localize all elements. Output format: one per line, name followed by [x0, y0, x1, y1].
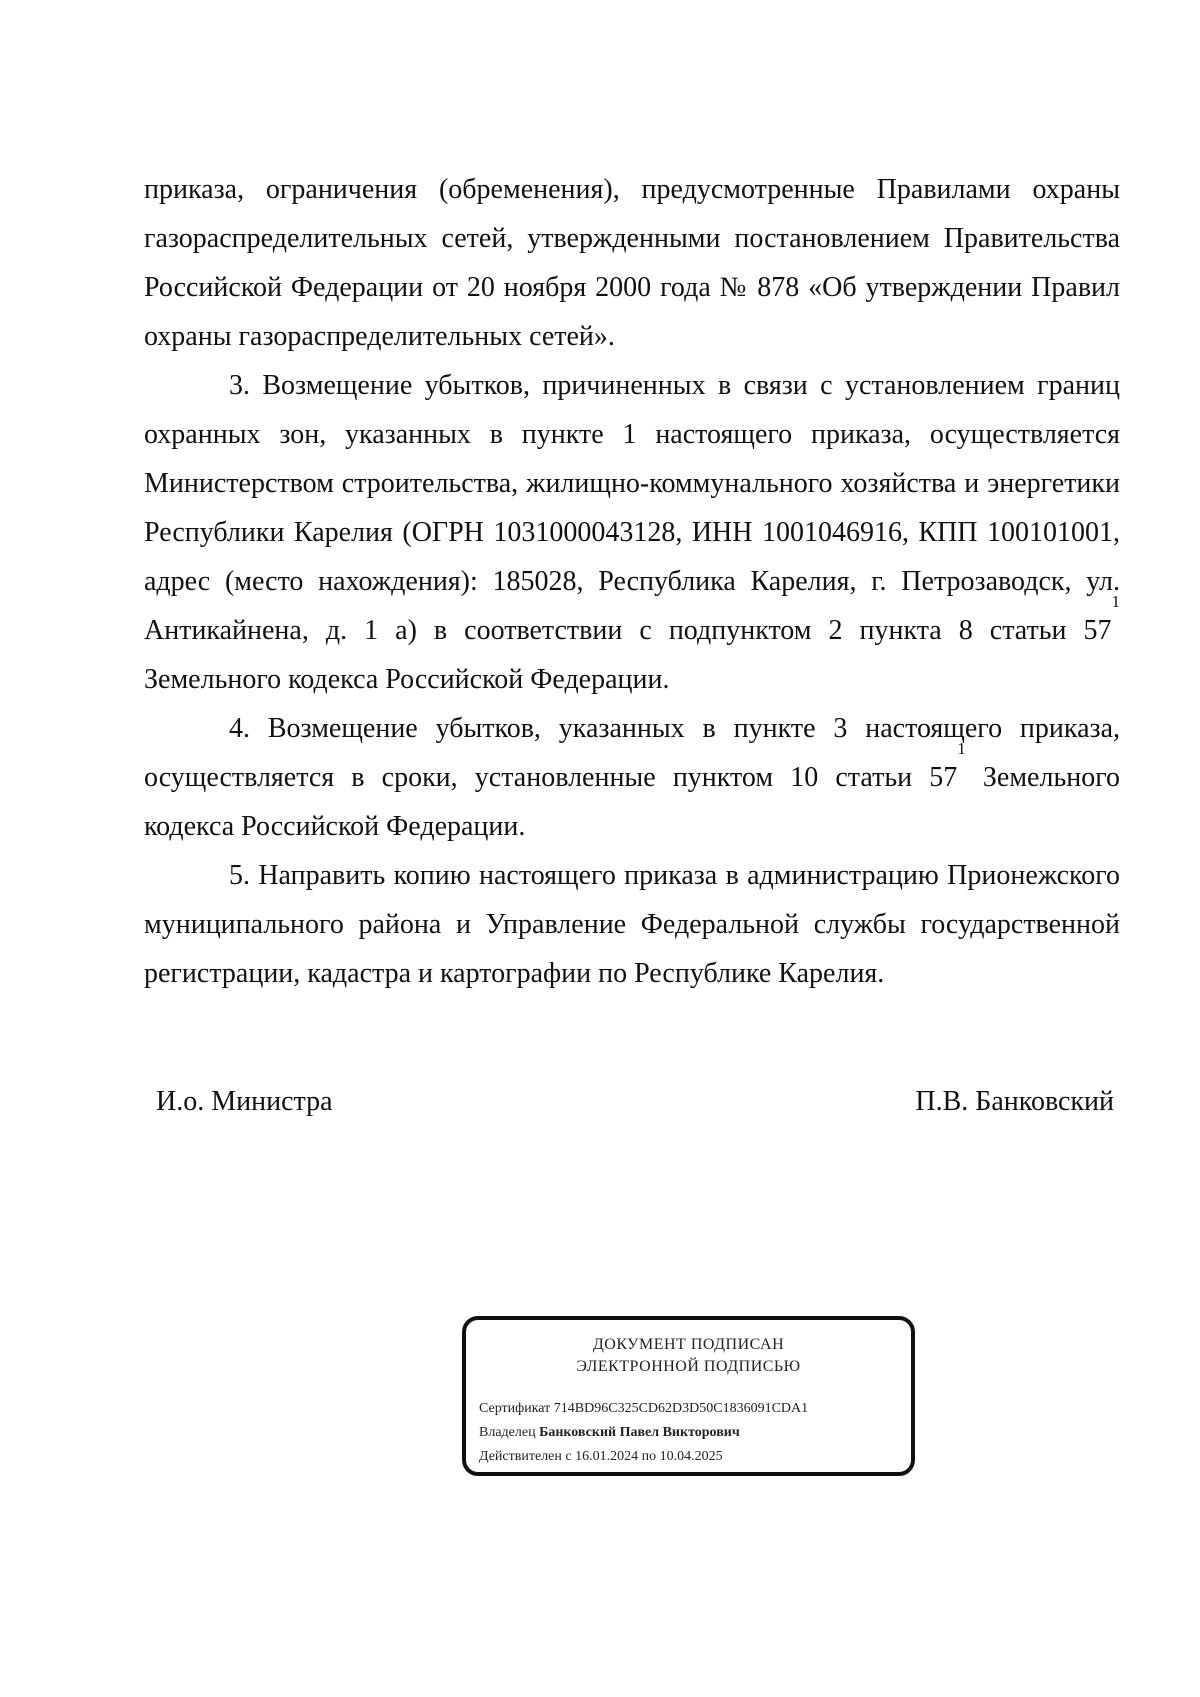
stamp-certificate-row	[479, 1399, 808, 1419]
validity-label: Действителен	[479, 1449, 562, 1464]
valid-to-label: по	[641, 1449, 657, 1464]
paragraph-continuation: приказа, ограничения (обременения), предусмотренные Правилами охраны газораспределительных сетей, утвержденными постановлением Правительства Российской Федерации от 20 ноября 2000 года № 878 «Об утверждении Правил охраны газораспределительных сетей».	[144, 174, 1120, 352]
paragraph-item-3-tail: Земельного кодекса Российской Федерации.	[144, 664, 670, 695]
stamp-validity-row	[479, 1447, 723, 1467]
superscript-article-index: 1	[957, 739, 966, 758]
paragraph-item-5: 5. Направить копию настоящего приказа в администрацию Прионежского муниципального района и Управление Федеральной службы государственной регистрации, кадастра и картографии по Республике Карелия.	[144, 860, 1120, 989]
paragraph-item-4	[144, 704, 1120, 851]
paragraph-item-3	[144, 361, 1120, 704]
paragraph-item-4-text: 4. Возмещение убытков, указанных в пункте 3 настоящего приказа, осуществляется в сроки, установленные пунктом 10 статьи 57	[144, 713, 1120, 793]
valid-from-label: с	[565, 1449, 572, 1464]
owner-label: Владелец	[479, 1425, 536, 1440]
stamp-owner-row	[479, 1423, 740, 1443]
valid-from-date: 16.01.2024	[575, 1449, 639, 1464]
stamp-title-line-1: ДОКУМЕНТ ПОДПИСАН	[592, 1336, 785, 1353]
document-body	[144, 165, 1120, 998]
certificate-label: Сертификат	[479, 1401, 551, 1416]
paragraph-item-3-text: 3. Возмещение убытков, причиненных в связи с установлением границ охранных зон, указанных в пункте 1 настоящего приказа, осуществляется Министерством строительства, жилищно-коммунального хозяйства и энергетики Республики Карелия (ОГРН 1031000043128, ИНН 1001046916, КПП 100101001, адрес (место нахождения): 185028, Республика Карелия, г. Петрозаводск, ул. Антикайнена, д. 1 а) в соответствии с подпунктом 2 пункта 8 статьи 57	[144, 370, 1120, 646]
stamp-title-line-2: ЭЛЕКТРОННОЙ ПОДПИСЬЮ	[576, 1358, 801, 1375]
paragraph-item-4-tail: Земельного кодекса Российской Федерации.	[144, 762, 1120, 842]
superscript-article-index: 1	[1111, 592, 1120, 611]
electronic-signature-stamp	[462, 1316, 915, 1476]
signatory-position: И.о. Министра	[156, 1086, 333, 1117]
valid-to-date: 10.04.2025	[659, 1449, 723, 1464]
signatory-name: П.В. Банковский	[915, 1086, 1114, 1117]
certificate-value: 714BD96C325CD62D3D50C1836091CDA1	[553, 1401, 809, 1416]
owner-value: Банковский Павел Викторович	[539, 1425, 740, 1440]
